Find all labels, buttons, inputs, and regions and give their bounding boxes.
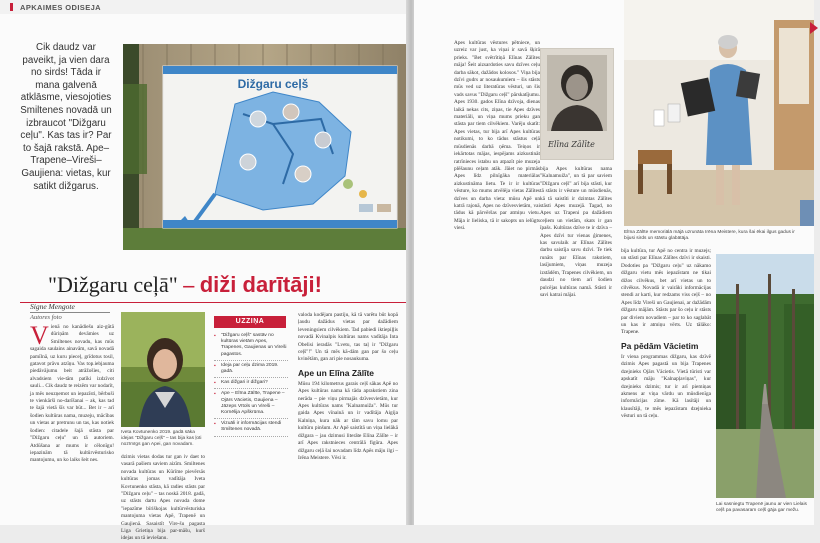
- next-page-arrow-icon: [810, 22, 818, 34]
- byline: [30, 302, 120, 321]
- column-2-text: dzimis vietas dodas tur gan iv daet to vasarā pašiem saviem aizīm. Smiltenes novada kultūras un Kūrīme pievērsās kultūras jomas vadītāja Iveta Kovtunenko stāsta, kā radies stāsts par "Dižgaru ceļu" – tas noskā 2018. gadā, uz stāsts dartu Apes novada dome "iepazīme bīriškojas kultūrvēsturiska mantojuma vietas Apē, Trapenē un Gaujienā. Sasaistīt Vire-šu pagasta Liga Grietiņa bija par-māšu, kurš idejas un tā ieviešanu.: [121, 454, 205, 542]
- right-page: [414, 0, 814, 525]
- portrait-caption: Iveta Kovtunenko 2019. gadā sāka idejas "Dižgaru ceļš" – tas bija kas ļoti nozīmīgs gan Apei, gan novadam.: [121, 430, 202, 447]
- section-accent-bar: [10, 3, 13, 11]
- map-board-title: Dižgaru ceļš: [237, 77, 309, 91]
- column-4-text: Apes kultūras vēstures pētniece, un uzreiz var just, ka viņai ir savā šķirā prieks. "Bet svētrītiņā Elīnas Zālītes māja! Šeit aizsardoties savu dzīves ceļu darba sākot, dažādos kolosos." Viņa bija dzīvi gudrs ar nosaukumiem – šis stāsts mūs ved uz literatūras vēsturi, un šis vads savus "Dižgaru ceļš" pārskatījumu. Apes 1930. gados Elīna dzīvoja, dienas laikā nekas cits, ziņas, tie Apes dzīves materiāli, un viņa mums prieku gan stāsta par tiem cilvēkiem. Varēju skatīt: Apes vietas, tur bija arī Apes kultūras notikumi, to ko tādus stāstus ceļā mūsdienās darbā ņēma. Teiņos ir iekārtotas mājas, iespējams aizkustināt ratrīnieces istabu un atpazīt pie muzeja plēšaunu ceļam atāk. Jāiet no pirmās Apes līdz pilnīgāka materiālas aizkustināma lietu. Te ir ir kultūras vēsture, ko mums atvēlēja vietas Zālītes dzīves un darba vieta: mūsu Apē un katrā rajonā, Apes no dzīvesvietām, vai tādus kā pārvēršas par atmiņu vietu. Māja ir lieliska, tā ir sakopts un ielūgts viesi.: [454, 40, 540, 232]
- author-name: Signe Mengote: [30, 302, 75, 311]
- road-photo-caption: Lai sasniegtu Trapenē jaunu ar vien Lielais ceļš pa pavasaram ceļš gāja gar mežu.: [716, 502, 807, 513]
- road-photo: [716, 254, 814, 498]
- drop-cap: V: [30, 321, 49, 350]
- info-box-item: ▪ Kas dižgari ir dižgari?: [214, 378, 288, 389]
- museum-photo: [624, 0, 814, 226]
- portrait-illustration: [121, 312, 205, 427]
- info-box-title: UZZIŅA: [214, 316, 286, 327]
- left-page: [0, 0, 408, 542]
- museum-photo-caption: Elīna Zālīte memoriālā mājā uzrunāta Irēna Meistere, kura šai ēkai ilgus gadus ir bijusi sirds un stāstu glabātāja.: [624, 230, 795, 241]
- info-box-item: ▪ "Dižgaru ceļš" sastāv no kultūras vietām Apes, Trapenes, Gaujienas un Vireši pagastos.: [214, 331, 288, 361]
- column-6-text: bija kultūra, tur Apē no centra ir muzejs; un stāsti par Elīnas Zālītes dzīvi ir skaisti. Dodoties pa "Dižgaru ceļu" uz nākamo dižgaru vietu mēs iepazīstam ne tikai dižos cilvēkus, bet arī vietas un to cilvēkus. Novadā ir vairāki informācijas stendi ar karti, kur redzams viss ceļš – no Apes līdz Vireši un Gaujienai, ar dažādām dižgaru mājām. Stāsts par šo ceļu ir stāsts par diviem novadiem – par to ko saglabāt un kas ir atmiņu vērts. Uz tālāko: Trapene.: [621, 248, 711, 336]
- column-3-text-continued: Mūsu 194 kilometrus garais ceļš sākas Apē no Apes kultūras nama kā tāda aprakstiem zina nerāda – pie viņu pirmajās dzīvesvietām, kur Apes kultūras nams "Kalnamuiža". Mūs tur gaida Apes vīnainā un ir vadītāja Aigija Kalniņa, kura nāk ar tām savu lomu par kultūru pinšum. Ar Apē saistītā un viņa lielākā dižgara – jau dzimusi literāte Elīna Zālīte – ir arī Apes rakstnieces centrālā figūra. Apes dižgaru ceļā šai novadam līdz Apēs māju ilgi – Irēna Meistere. Vēsi ir.: [298, 380, 398, 461]
- info-box-item: ▪ Vizuāli ir informācijas stendi Smiltenes novadā.: [214, 419, 288, 436]
- byline-rule: [30, 312, 110, 313]
- article-column-1: [30, 321, 114, 516]
- article-column-6: [621, 248, 711, 518]
- subheading-vacietis: Pa pēdām Vācietim: [621, 340, 699, 351]
- headline-dash: –: [183, 272, 195, 297]
- info-box-item: ▪ Ape – Elīna Zālīte, Trapene – Ojārs Vācietis, Gaujiena – Jāzeps Vītols un Vireši – Kornēlija Apškrūma.: [214, 389, 288, 419]
- museum-illustration: [624, 0, 814, 226]
- article-column-3: [298, 312, 398, 517]
- article-column-2: [121, 454, 205, 542]
- article-column-4: [454, 40, 540, 518]
- article-column-5: [540, 166, 612, 518]
- headline-part2: diži darītāji!: [199, 272, 322, 297]
- road-illustration: [716, 254, 814, 498]
- info-box-item: ▪ Ideja par ceļu dzima 2019. gadā.: [214, 361, 288, 378]
- map-board-photo: [123, 44, 406, 250]
- lead-text: Cik daudz var paveikt, ja vien dara no sirds! Tāda ir mana galvenā atklāsme, viesojoties Smiltenes novadā un izbraucot "Dižgaru ceļu". Kas tas ir? Par to šajā rakstā. Ape–Trapene–Vireši–Gaujiena: vietas, kur satikt dižgarus.: [20, 42, 112, 192]
- author-role: Autores foto: [30, 313, 62, 321]
- map-board-illustration: [123, 44, 406, 250]
- portrait-photo: [121, 312, 205, 427]
- section-label: APKAIMES ODISEJA: [20, 3, 101, 12]
- article-headline: [48, 272, 388, 298]
- column-5-text: bija Apes kultūras nama "Kalnamuiža", un tā par saviem "Dižgaru ceļš" arī bija stāsti, kur tā stāsts ir vēsture un mūsdienās, kā tā saistīti ir dzimtas Zālītes stāsti Apes muzejā. Tagad, no Apes uz Trapeni pa dažādiem ceļiem un vietām, skats ir gan īpašs. Kultūras dzīve te ir dzīva – Apes dzīvi tur vienas ģimenes, kas savulaik ar Elīnas Zālītes darbu saistīja savu dzīvi. Te tiek runāts par Elīnas rakstiem, lasījumiem, viņas muzeja izstādēm, Trapenes cilvēkiem, un daudzi no tiem arī šodien pulcējas kultūras namā. Stāsti ir savi katrai mājai.: [540, 166, 612, 298]
- portrait-signature: Elīna Zālīte: [548, 140, 595, 149]
- headline-part1: "Dižgaru ceļā": [48, 272, 178, 297]
- column-1-text: ienā no kanādiešu aiz-gūtā dūriņām devāmies uz Smiltenes novadu, kas mūs sagaida saulains ainavām, savā novadā pamīlnā, uz kuru pieceļ, grīdotus tosil, gatavot prāvu atzīņu. Vas top.iebjauma piedāvājumu beit atrāžošies, citi alvadsiem vie-tām patīki izdzīvot sauli... Cik daudz te reizēm var nodarīt, ja mēs neuzņemot un iepazīsti, bērbuši te vienkārši no-darīšanai – ak, kas tad te šajā vietā šīs var būt... Bet ir – arī šodien kultūras nama, muzeju, mācības un vietas ar pretrunu un tas, kas notiek šodien: citadele šajā stāsta par "Dižgaru ceļu" un tā autoriem. Atdūšana ar mums ir cēlonīgu! iepazinām tā kultūrvēsturisko mantojumu, un ko laiks šeit nes.: [30, 324, 114, 464]
- subheading-ape: Ape un Elīna Zālīte: [298, 367, 375, 378]
- info-box-list: [214, 331, 288, 437]
- column-3-text: valoda kodējam pastiju, kā tā varētu būt kopā ļaudu dažādus vietas par dažādiem leveningsiem cilvēkiem. Tad pabiedi iktiepiļļis novadā Kvinalpis kultūras nams vadītāja Inta Obelisi ieradās "Lvetu, tas taļ ir "Dižgaru ceļš"!" Un tā mēs kā-dām gan par šo ceļu kvinētām, gan ari pie nosaukuma.: [298, 312, 398, 363]
- info-box-rule: [214, 327, 286, 328]
- column-6-text-continued: Ir viena programmas dižgaru, kas dzīvē dzimis Apes pagastā un bija Trapenes dzejnieks Ojārs Vācietis. Vietā tūristi var apskatīt māju "Kalnapļaviņas", kur dzejnieks dzimis; tur ir arī piemiņas akmens ar viņa vārdu un mūsdienīga informācijas zīme. Kā lasītāji un klausītāji, te mēs iepazīstam dzejnieka vēsturi un tā ceļu.: [621, 353, 711, 420]
